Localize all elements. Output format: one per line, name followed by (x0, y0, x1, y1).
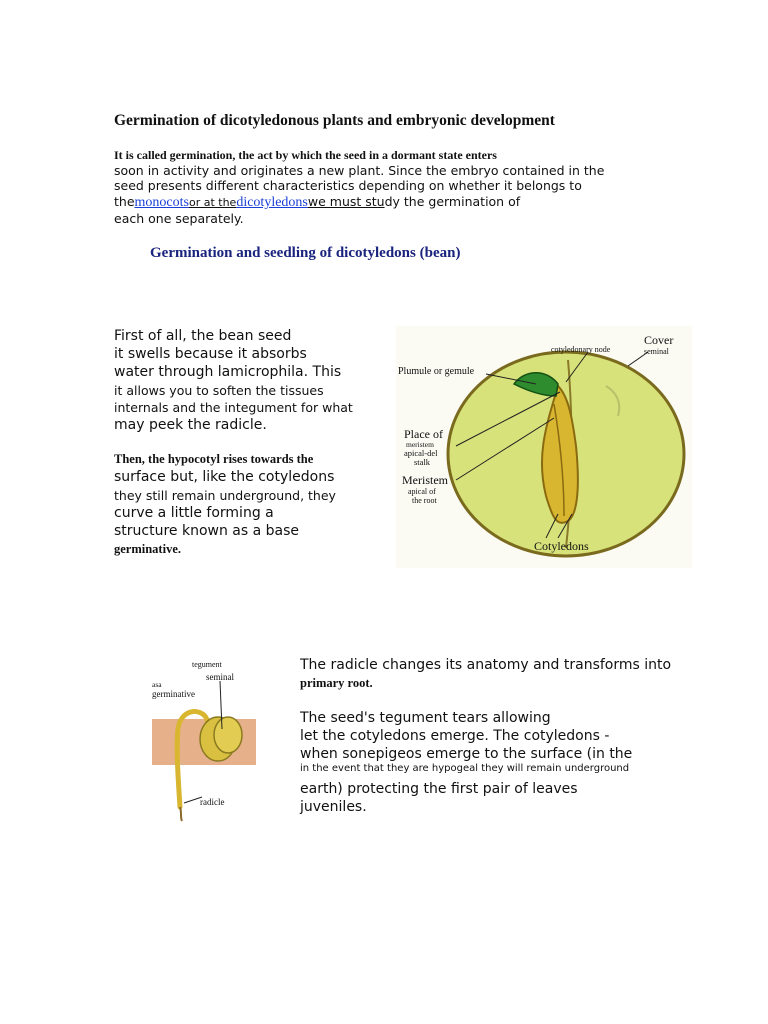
intro-line-4-post1: we must stu (307, 194, 385, 209)
label-germinative: germinative (152, 689, 195, 699)
label-cotyledons: Cotyledons (534, 539, 589, 553)
label-seedling-seminal: seminal (206, 672, 234, 682)
para2-bold-line: Then, the hypocotyl rises towards the (114, 452, 314, 466)
para2-line-2: they still remain underground, they (114, 488, 336, 503)
para4-line-1: The seed's tegument tears allowing (300, 710, 551, 726)
intro-line-4-post2: dy the germination of (384, 194, 521, 209)
label-place-of: Place of (404, 427, 443, 441)
intro-bold-line: It is called germination, the act by which the seed in a dormant state enters (114, 148, 497, 162)
label-tegument: tegument (192, 660, 222, 669)
para2-line-4: structure known as a base (114, 523, 300, 539)
label-plumule: Plumule or gemule (398, 366, 475, 377)
para4-line-5: juveniles. (300, 799, 367, 815)
para3-bold-line: primary root. (300, 676, 373, 690)
para1-line-5: internals and the integument for what (114, 400, 353, 415)
para1-line-4: it allows you to soften the tissues (114, 383, 324, 398)
label-cover: Cover (644, 333, 674, 347)
label-apical-del: apical-del (404, 448, 438, 458)
dicotyledons-link[interactable]: dicotyledons (236, 195, 308, 210)
para1-line-3: water through lamicrophila. This (114, 364, 342, 380)
label-asa: asa (152, 680, 162, 689)
para2-end-bold: germinative. (114, 542, 181, 556)
monocots-link[interactable]: monocots (134, 195, 189, 210)
page-title: Germination of dicotyledonous plants and embryonic development (114, 112, 555, 129)
intro-line-4 (114, 194, 520, 211)
label-apical-of: apical of (408, 487, 436, 496)
para1-line-1: First of all, the bean seed (114, 328, 292, 344)
label-stalk: stalk (414, 457, 431, 467)
seedling-diagram (150, 657, 260, 823)
label-the-root: the root (412, 496, 437, 505)
label-meristem: Meristem (402, 473, 448, 487)
intro-line-5: each one separately. (114, 211, 244, 226)
label-seminal: seminal (644, 347, 669, 356)
bean-seed-diagram (396, 326, 692, 568)
para3-line-1: The radicle changes its anatomy and transforms into (300, 657, 672, 673)
intro-line-4-pre: the (114, 194, 135, 209)
para2-line-3: curve a little forming a (114, 505, 274, 521)
para4-line-4: earth) protecting the first pair of leaves (300, 781, 578, 797)
intro-line-4-mid: or at the (188, 196, 237, 209)
para2-line-1: surface but, like the cotyledons (114, 469, 335, 485)
intro-line-2: soon in activity and originates a new plant. Since the embryo contained in the (114, 163, 605, 178)
para1-line-2: it swells because it absorbs (114, 346, 307, 362)
label-meristem-small: meristem (406, 440, 434, 449)
para4-small-line: in the event that they are hypogeal they will remain underground (300, 763, 630, 774)
label-radicle: radicle (200, 797, 225, 807)
cotyledon-right (214, 717, 242, 753)
para4-line-2: let the cotyledons emerge. The cotyledons - (300, 728, 610, 744)
intro-line-3: seed presents different characteristics depending on whether it belongs to (114, 178, 582, 193)
para4-line-3: when sonepigeos emerge to the surface (in the (300, 746, 633, 762)
section-subtitle: Germination and seedling of dicotyledons (bean) (150, 245, 461, 261)
para1-line-6: may peek the radicle. (114, 417, 267, 433)
label-cotyledonary-node: cotyledonary node (551, 345, 611, 354)
